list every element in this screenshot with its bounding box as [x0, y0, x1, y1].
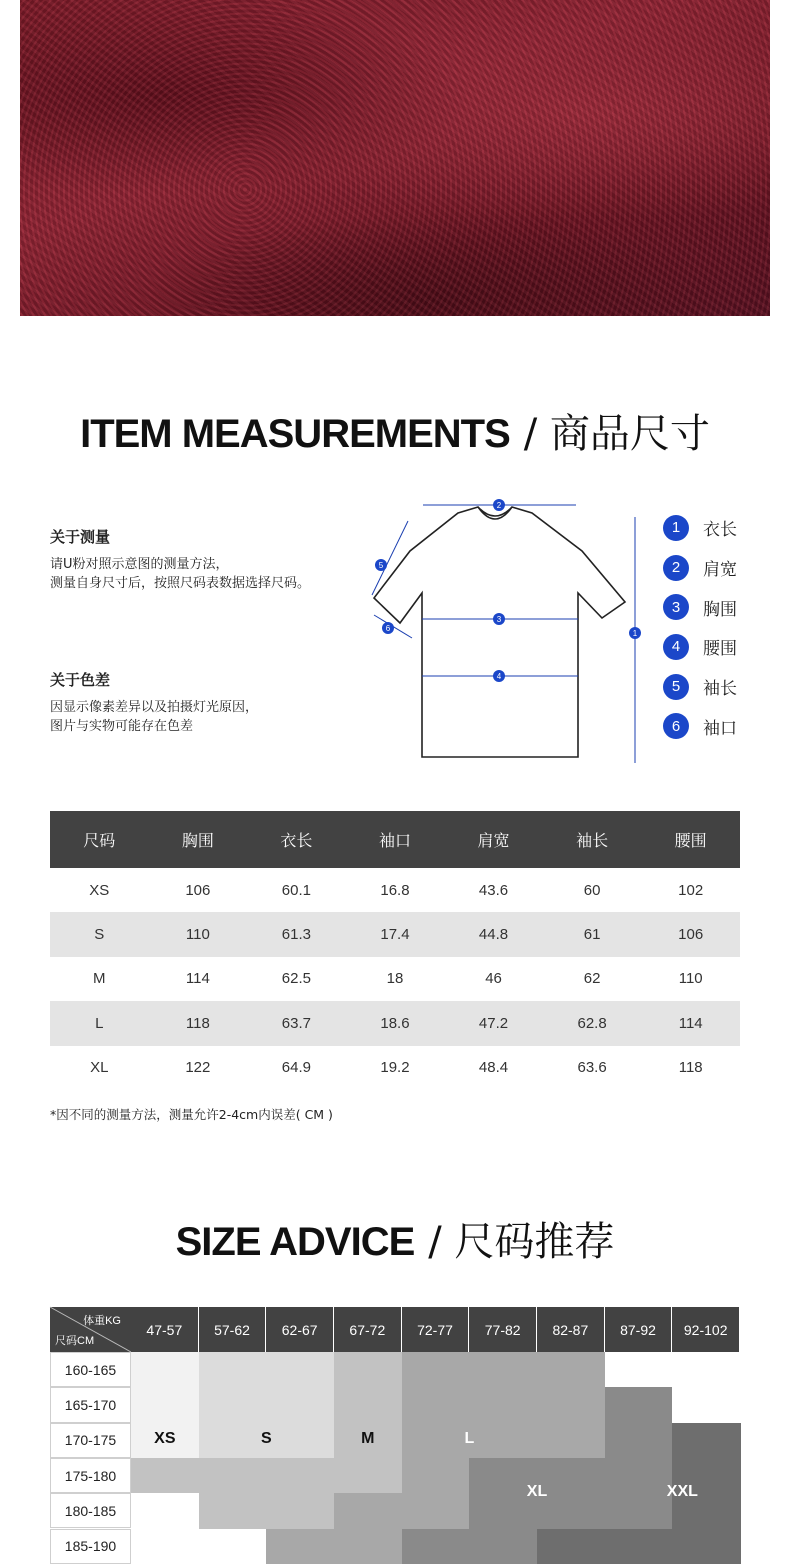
size-zone-cell [131, 1387, 199, 1423]
legend-number-badge: 1 [663, 515, 689, 541]
weight-column-header: 62-67 [266, 1307, 334, 1352]
height-row-header: 170-175 [50, 1423, 131, 1458]
height-row-header: 165-170 [50, 1387, 131, 1422]
column-header: 腰围 [641, 811, 740, 868]
size-zone-cell [266, 1458, 334, 1494]
height-row-header: 160-165 [50, 1352, 131, 1387]
size-zone-label: XXL [662, 1483, 702, 1501]
size-zone-cell [402, 1529, 470, 1564]
legend-item [663, 627, 737, 667]
height-row-header: 185-190 [50, 1529, 131, 1564]
measurement-legend [663, 508, 737, 746]
size-zone-label: L [449, 1430, 489, 1448]
weight-column-header: 47-57 [131, 1307, 199, 1352]
corner-weight-label: 体重KG [83, 1312, 121, 1328]
table-cell: 18.6 [346, 1001, 445, 1045]
table-cell: 62.8 [543, 1001, 642, 1045]
table-row [50, 957, 740, 1001]
column-header: 尺码 [50, 811, 149, 868]
table-cell: XS [50, 868, 149, 912]
table-cell: 118 [641, 1046, 740, 1090]
marker-1: 1 [633, 629, 638, 638]
title-en: ITEM MEASUREMENTS [80, 412, 510, 456]
size-zone-label: XL [517, 1483, 557, 1501]
table-cell: 44.8 [444, 912, 543, 956]
measurement-table [50, 811, 740, 1090]
size-zone-cell [334, 1387, 402, 1423]
size-advice-grid [50, 1307, 740, 1545]
table-row [50, 1001, 740, 1045]
size-zone-cell [537, 1352, 605, 1388]
table-row [50, 868, 740, 912]
color-note-heading: 关于色差 [50, 671, 258, 690]
size-zone-cell [672, 1387, 740, 1423]
legend-label: 胸围 [703, 595, 737, 620]
color-note-line: 因显示像素差异以及拍摄灯光原因， [50, 698, 258, 717]
legend-number-badge: 2 [663, 555, 689, 581]
size-zone-cell [605, 1352, 673, 1388]
table-cell: 110 [641, 957, 740, 1001]
table-cell: 62.5 [247, 957, 346, 1001]
column-header: 胸围 [149, 811, 248, 868]
table-cell: S [50, 912, 149, 956]
legend-label: 腰围 [703, 634, 737, 659]
legend-number-badge: 3 [663, 594, 689, 620]
legend-label: 衣长 [703, 515, 737, 540]
size-zone-cell [469, 1529, 537, 1564]
table-cell: XL [50, 1046, 149, 1090]
size-zone-cell [131, 1529, 199, 1564]
size-zone-cell [131, 1458, 199, 1494]
title-en: SIZE ADVICE [176, 1220, 415, 1264]
size-zone-cell [672, 1423, 740, 1459]
height-row-header: 175-180 [50, 1458, 131, 1493]
size-zone-label: S [246, 1430, 286, 1448]
size-zone-cell [199, 1352, 267, 1388]
marker-3: 3 [497, 615, 502, 624]
table-cell: 63.7 [247, 1001, 346, 1045]
marker-2: 2 [497, 501, 502, 510]
size-zone-cell [199, 1529, 267, 1564]
legend-item [663, 587, 737, 627]
color-note-line: 图片与实物可能存在色差 [50, 717, 258, 736]
size-zone-cell [537, 1423, 605, 1459]
weight-column-header: 87-92 [605, 1307, 673, 1352]
marker-6: 6 [386, 624, 391, 633]
measure-note-heading: 关于测量 [50, 528, 310, 547]
table-cell: 64.9 [247, 1046, 346, 1090]
size-zone-cell [266, 1493, 334, 1529]
table-cell: 114 [149, 957, 248, 1001]
table-cell: L [50, 1001, 149, 1045]
weight-column-header: 77-82 [469, 1307, 537, 1352]
table-cell: 63.6 [543, 1046, 642, 1090]
table-cell: 114 [641, 1001, 740, 1045]
size-zone-cell [402, 1493, 470, 1529]
table-cell: 60.1 [247, 868, 346, 912]
title-cn: / 尺码推荐 [428, 1219, 614, 1265]
table-cell: 102 [641, 868, 740, 912]
corner-height-label: 尺码CM [55, 1332, 94, 1348]
table-cell: 46 [444, 957, 543, 1001]
table-cell: 61.3 [247, 912, 346, 956]
title-cn: / 商品尺寸 [524, 411, 710, 457]
color-note [50, 671, 258, 736]
size-zone-label: M [348, 1430, 388, 1448]
tshirt-measurement-diagram [360, 495, 650, 765]
table-cell: 19.2 [346, 1046, 445, 1090]
size-zone-cell [131, 1493, 199, 1529]
size-zone-cell [537, 1387, 605, 1423]
table-cell: 61 [543, 912, 642, 956]
size-zone-cell [131, 1352, 199, 1388]
legend-label: 袖口 [703, 714, 737, 739]
marker-4: 4 [497, 672, 502, 681]
size-zone-cell [199, 1493, 267, 1529]
legend-item [663, 667, 737, 707]
column-header: 袖口 [346, 811, 445, 868]
size-zone-cell [469, 1352, 537, 1388]
weight-column-header: 72-77 [402, 1307, 470, 1352]
table-cell: 62 [543, 957, 642, 1001]
column-header: 衣长 [247, 811, 346, 868]
table-cell: 43.6 [444, 868, 543, 912]
size-zone-cell [199, 1458, 267, 1494]
column-header: 肩宽 [444, 811, 543, 868]
size-zone-cell [537, 1529, 605, 1564]
legend-item [663, 706, 737, 746]
table-cell: 18 [346, 957, 445, 1001]
table-row [50, 1046, 740, 1090]
size-zone-cell [469, 1387, 537, 1423]
measure-note-line: 请U粉对照示意图的测量方法， [50, 555, 310, 574]
marker-5: 5 [379, 561, 384, 570]
size-zone-cell [334, 1529, 402, 1564]
legend-number-badge: 4 [663, 634, 689, 660]
table-cell: 48.4 [444, 1046, 543, 1090]
item-measurements-title [0, 402, 790, 459]
weight-column-header: 92-102 [672, 1307, 740, 1352]
weight-column-header: 57-62 [199, 1307, 267, 1352]
size-zone-cell [672, 1352, 740, 1388]
legend-label: 肩宽 [703, 555, 737, 580]
size-zone-cell [402, 1458, 470, 1494]
table-header-row [50, 811, 740, 868]
size-zone-cell [334, 1352, 402, 1388]
size-zone-cell [266, 1387, 334, 1423]
height-row-header: 180-185 [50, 1493, 131, 1528]
size-zone-cell [605, 1387, 673, 1423]
table-cell: 60 [543, 868, 642, 912]
column-header: 袖长 [543, 811, 642, 868]
measurement-footnote: *因不同的测量方法，测量允许2-4cm内误差( CM ) [50, 1105, 333, 1123]
size-zone-cell [199, 1387, 267, 1423]
table-cell: 110 [149, 912, 248, 956]
size-zone-cell [402, 1387, 470, 1423]
size-zone-cell [334, 1493, 402, 1529]
legend-number-badge: 6 [663, 713, 689, 739]
legend-number-badge: 5 [663, 674, 689, 700]
weight-column-header: 82-87 [537, 1307, 605, 1352]
table-row [50, 912, 740, 956]
size-zone-label: XS [145, 1430, 185, 1448]
weight-column-header: 67-72 [334, 1307, 402, 1352]
table-cell: 47.2 [444, 1001, 543, 1045]
table-cell: 118 [149, 1001, 248, 1045]
table-cell: 106 [641, 912, 740, 956]
legend-item [663, 548, 737, 588]
size-zone-cell [605, 1529, 673, 1564]
measure-note-line: 测量自身尺寸后，按照尺码表数据选择尺码。 [50, 574, 310, 593]
measure-note [50, 528, 310, 593]
size-zone-cell [402, 1352, 470, 1388]
legend-item [663, 508, 737, 548]
table-cell: 106 [149, 868, 248, 912]
table-cell: 122 [149, 1046, 248, 1090]
table-cell: 16.8 [346, 868, 445, 912]
grid-corner [50, 1307, 131, 1352]
table-cell: M [50, 957, 149, 1001]
size-zone-cell [266, 1352, 334, 1388]
product-fabric-photo [20, 0, 770, 316]
legend-label: 袖长 [703, 674, 737, 699]
size-zone-cell [672, 1529, 740, 1564]
table-cell: 17.4 [346, 912, 445, 956]
size-zone-cell [266, 1529, 334, 1564]
size-zone-cell [605, 1423, 673, 1459]
size-advice-title [0, 1210, 790, 1267]
size-zone-cell [334, 1458, 402, 1494]
